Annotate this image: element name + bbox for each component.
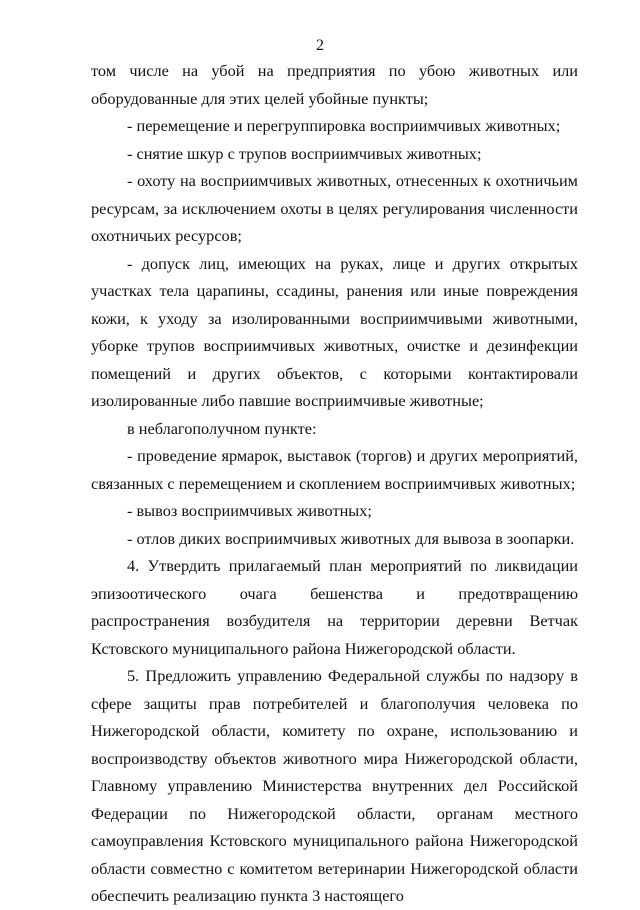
list-item-skinning: - снятие шкур с трупов восприимчивых животных;: [127, 143, 482, 163]
subheading-affected-point: в неблагополучном пункте:: [127, 418, 317, 438]
document-body: [91, 57, 578, 910]
list-item-capture: - отлов диких восприимчивых животных для вывоза в зоопарки.: [127, 528, 575, 548]
list-item-export: - вывоз восприимчивых животных;: [127, 501, 372, 520]
paragraph-continuation: том числе на убой на предприятия по убою животных или оборудованные для этих целей убойные пункты;: [91, 61, 578, 108]
paragraph-item-5: 5. Предложить управлению Федеральной службы по надзору в сфере защиты прав потребителей и благополучия человека по Нижегородской области, комитету по охране, использованию и воспроизводству объектов животного мира Нижегородской области, Главному управлению Министерства внутренних дел Российской Федерации по Нижегородской области, органам местного самоуправления Кстовского муниципального района Нижегородской области совместно с комитетом ветеринарии Нижегородской области обеспечить реализацию пункта 3 настоящего: [91, 666, 578, 905]
page-number: 2: [316, 37, 324, 54]
list-item-fairs: - проведение ярмарок, выставок (торгов) и других мероприятий, связанных с перемещением и скоплением восприимчивых животных;: [91, 446, 578, 493]
list-item-hunting: - охоту на восприимчивых животных, отнесенных к охотничьим ресурсам, за исключением охоты в целях регулирования численности охотничьих ресурсов;: [91, 171, 578, 245]
list-item-access: - допуск лиц, имеющих на руках, лице и других открытых участках тела царапины, ссадины, ранения или иные повреждения кожи, к уходу за изолированными восприимчивыми животными, уборке трупов восприимчивых животных, очистке и дезинфекции помещений и других объектов, с которыми контактировали изолированные либо павшие восприимчивые животные;: [91, 253, 578, 410]
paragraph-item-4: 4. Утвердить прилагаемый план мероприятий по ликвидации эпизоотического очага бешенства и предотвращению распространения возбудителя на территории деревни Ветчак Кстовского муниципального района Нижегородской области.: [91, 556, 578, 658]
list-item-regrouping: - перемещение и перегруппировка восприимчивых животных;: [127, 116, 561, 135]
